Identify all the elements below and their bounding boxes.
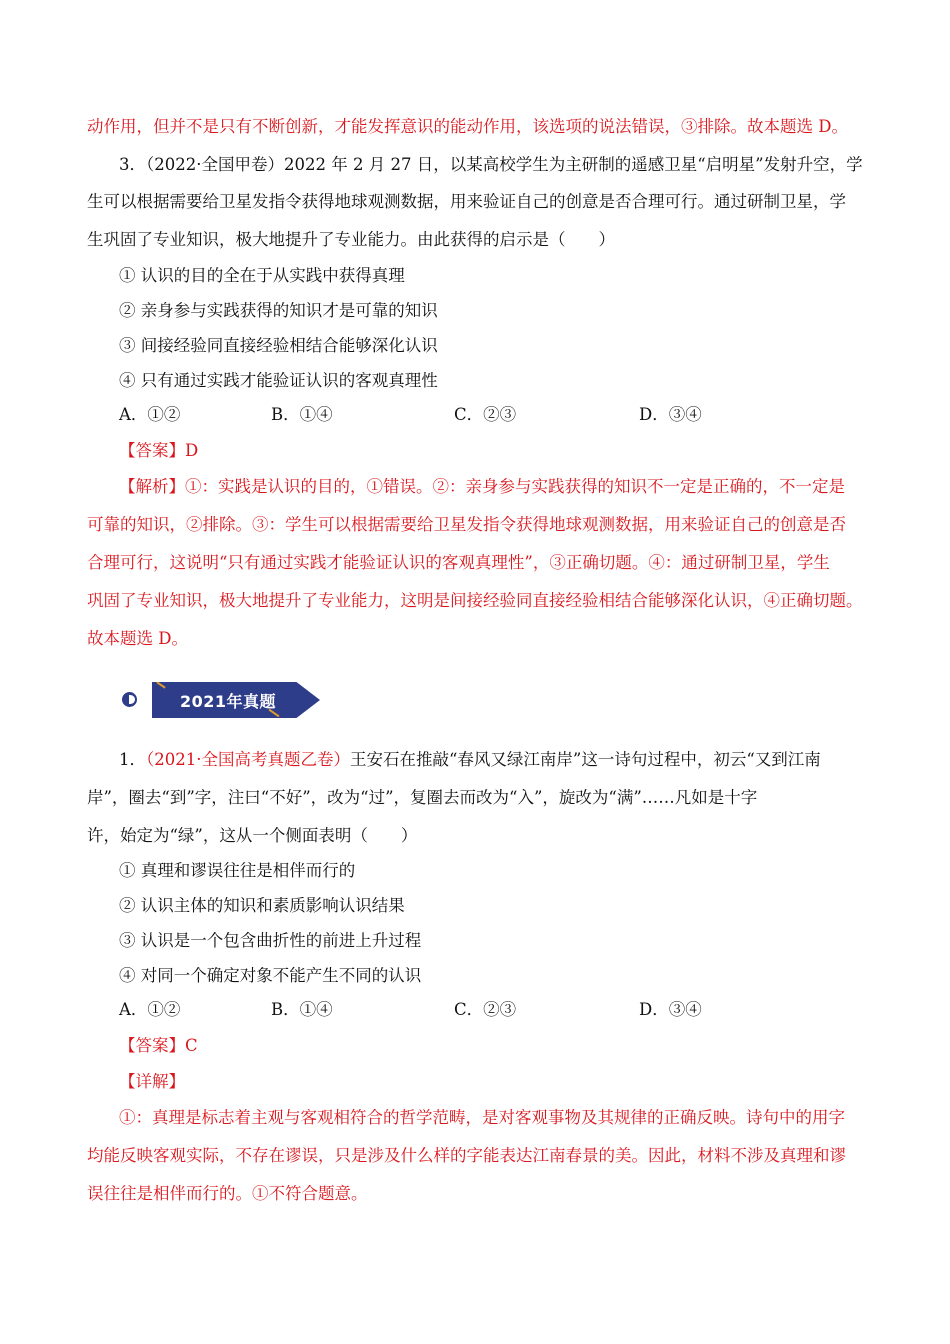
q3-item-1: ① 认识的目的全在于从实践中获得真理 bbox=[119, 266, 405, 285]
q3-option-c: C．②③ bbox=[454, 405, 517, 424]
q1-detail-line-2: 均能反映客观实际，不存在谬误，只是涉及什么样的字能表达江南春景的美。因此，材料不涉及真理和谬 bbox=[87, 1146, 846, 1165]
q3-analysis-line-1: 【解析】①：实践是认识的目的，①错误。②：亲身参与实践获得的知识不一定是正确的，不一定是 bbox=[119, 477, 845, 496]
q1-detail-line-1: ①：真理是标志着主观与客观相符合的哲学范畴，是对客观事物及其规律的正确反映。诗句中的用字 bbox=[119, 1108, 845, 1127]
q1-stem-line-3: 许，始定为“绿”，这从一个侧面表明（ ） bbox=[87, 826, 418, 845]
q3-analysis-line-5: 故本题选 D。 bbox=[87, 629, 188, 648]
banner-dot-icon bbox=[122, 692, 137, 707]
q3-option-a: A．①② bbox=[119, 405, 181, 424]
q1-number: 1． bbox=[119, 750, 146, 769]
q3-answer: 【答案】D bbox=[119, 441, 199, 460]
q3-analysis-line-4: 巩固了专业知识，极大地提升了专业能力，这明是间接经验同直接经验相结合能够深化认识，④正确切题。 bbox=[87, 591, 863, 610]
q1-detail-line-3: 误往往是相伴而行的。①不符合题意。 bbox=[87, 1184, 368, 1203]
q1-option-a: A．①② bbox=[119, 1000, 181, 1019]
q3-options bbox=[119, 403, 819, 427]
q1-item-4: ④ 对同一个确定对象不能产生不同的认识 bbox=[119, 966, 422, 985]
q3-option-d: D．③④ bbox=[639, 405, 702, 424]
q3-analysis-line-3: 合理可行，这说明“只有通过实践才能验证认识的客观真理性”，③正确切题。④：通过研制卫星，学生 bbox=[87, 553, 830, 572]
q3-stem-line-2: 生可以根据需要给卫星发指令获得地球观测数据，用来验证自己的创意是否合理可行。通过研制卫星，学 bbox=[87, 192, 846, 211]
q1-options bbox=[119, 998, 819, 1022]
banner-label: 2021年真题 bbox=[180, 692, 277, 711]
q3-analysis-line-2: 可靠的知识，②排除。③：学生可以根据需要给卫星发指令获得地球观测数据，用来验证自己的创意是否 bbox=[87, 515, 846, 534]
q1-stem-line-2: 岸”，圈去“到”字，注曰“不好”，改为“过”，复圈去而改为“入”，旋改为“满”……凡如是十字 bbox=[87, 788, 758, 807]
q1-item-3: ③ 认识是一个包含曲折性的前进上升过程 bbox=[119, 931, 422, 950]
q1-item-2: ② 认识主体的知识和素质影响认识结果 bbox=[119, 896, 405, 915]
q1-stem-line-1 bbox=[119, 748, 821, 772]
q1-stem-start: 王安石在推敲“春风又绿江南岸”这一诗句过程中，初云“又到江南 bbox=[350, 750, 821, 769]
q3-item-4: ④ 只有通过实践才能验证认识的客观真理性 bbox=[119, 371, 438, 390]
q3-stem-line-3: 生巩固了专业知识，极大地提升了专业能力。由此获得的启示是（ ） bbox=[87, 230, 615, 249]
q3-stem-line-1: 3．（2022·全国甲卷）2022 年 2 月 27 日，以某高校学生为主研制的遥感卫星“启明星”发射升空，学 bbox=[119, 155, 863, 174]
q1-item-1: ① 真理和谬误往往是相伴而行的 bbox=[119, 861, 356, 880]
q1-detail-label: 【详解】 bbox=[119, 1072, 185, 1091]
q3-item-2: ② 亲身参与实践获得的知识才是可靠的知识 bbox=[119, 301, 438, 320]
q1-option-d: D．③④ bbox=[639, 1000, 702, 1019]
q1-option-c: C．②③ bbox=[454, 1000, 517, 1019]
prev-analysis-tail: 动作用，但并不是只有不断创新，才能发挥意识的能动作用，该选项的说法错误，③排除。故本题选 D。 bbox=[87, 117, 848, 136]
q1-answer: 【答案】C bbox=[119, 1036, 198, 1055]
q1-source: （2021·全国高考真题乙卷） bbox=[146, 750, 350, 769]
q1-option-b: B．①④ bbox=[271, 1000, 333, 1019]
q3-item-3: ③ 间接经验同直接经验相结合能够深化认识 bbox=[119, 336, 438, 355]
section-banner bbox=[122, 682, 342, 718]
q3-option-b: B．①④ bbox=[271, 405, 333, 424]
